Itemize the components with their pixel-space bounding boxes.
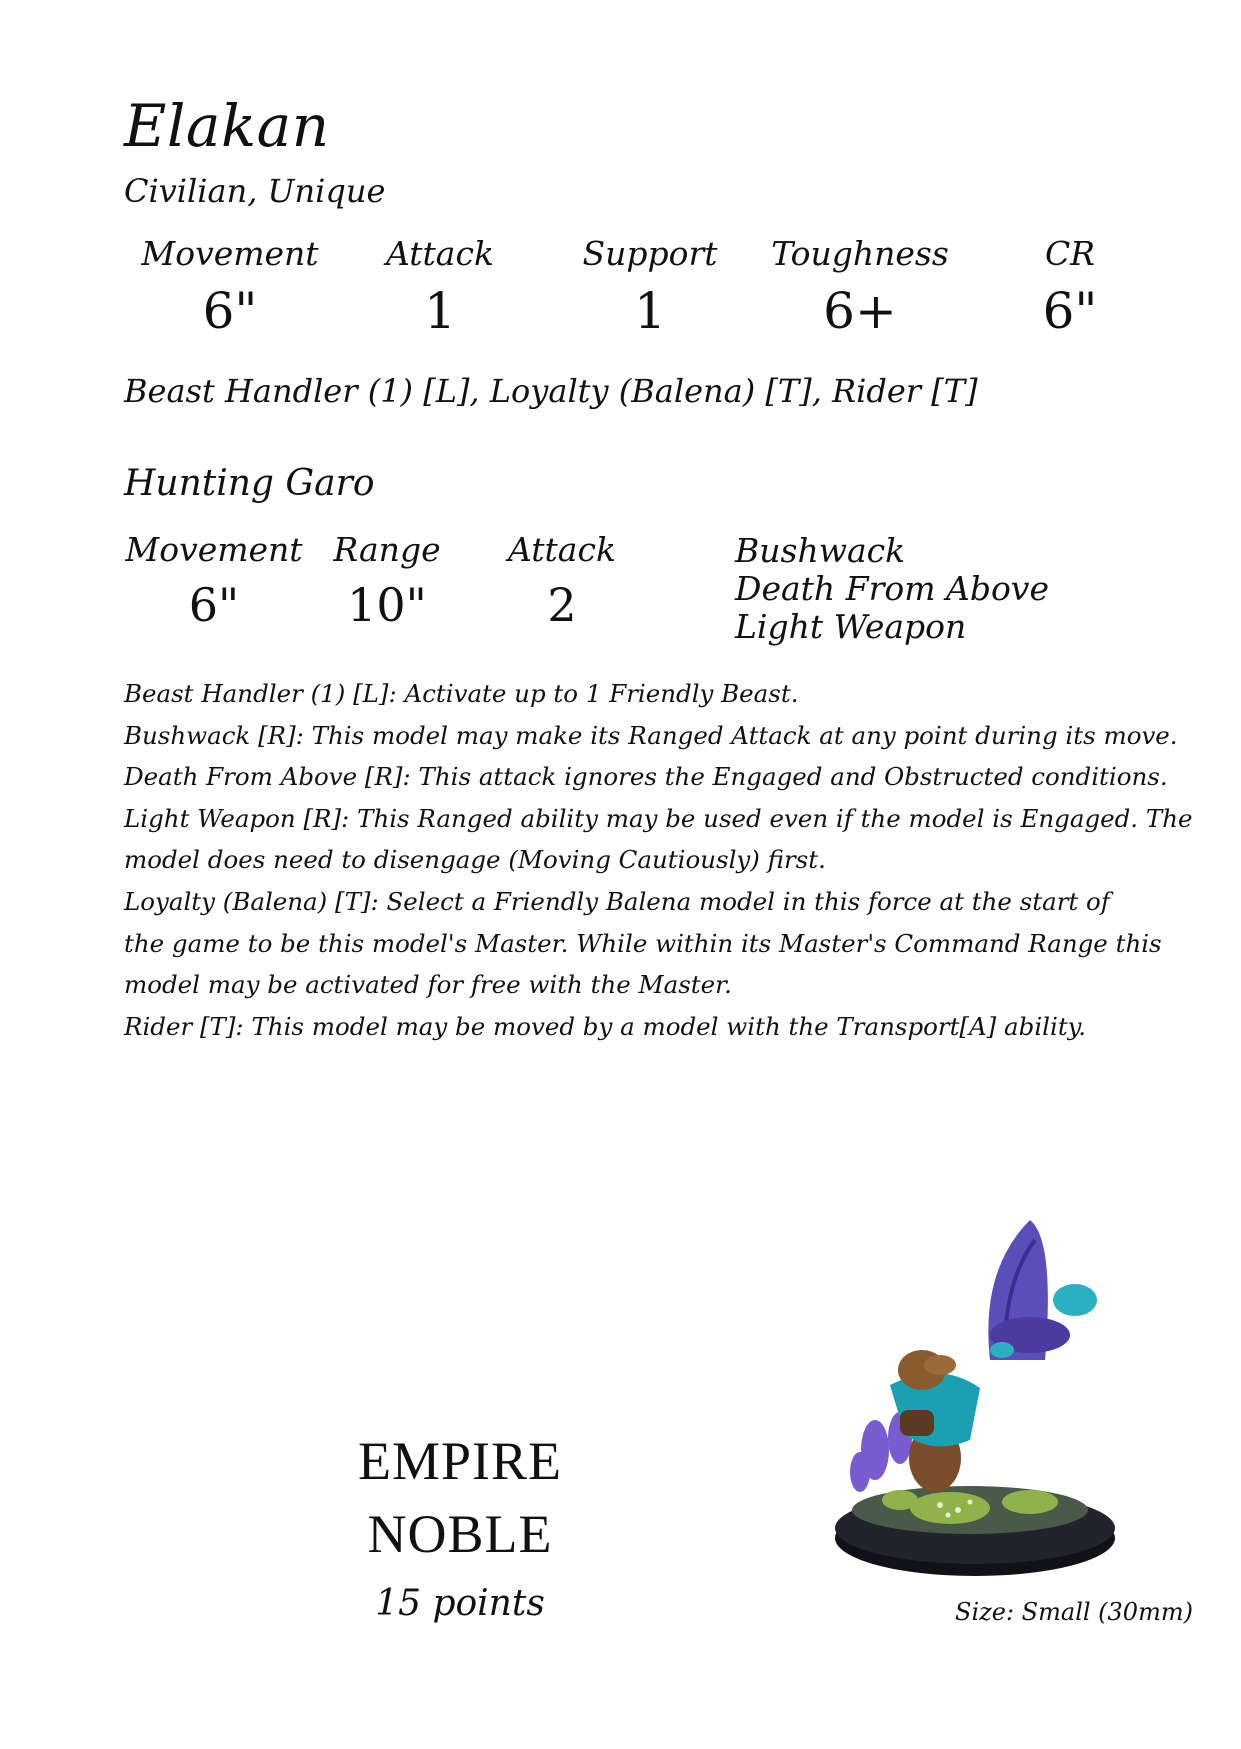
weapon-abilities	[735, 532, 1049, 646]
rule-line: model may be activated for free with the Master.	[124, 970, 732, 1000]
stat-value-cr: 6"	[1042, 282, 1098, 340]
stat-value-toughness: 6+	[823, 282, 897, 340]
rule-line: Rider [T]: This model may be moved by a model with the Transport[A] ability.	[124, 1011, 1087, 1041]
rule-line: model does need to disengage (Moving Cautiously) first.	[124, 845, 826, 875]
stat-label-attack: Attack	[386, 234, 494, 273]
weapon-label-movement: Movement	[125, 530, 303, 569]
stat-label-support: Support	[582, 234, 718, 273]
weapon-label-range: Range	[333, 530, 441, 569]
weapon-value-movement: 6"	[188, 578, 240, 632]
faction-line-2: NOBLE	[367, 1504, 553, 1564]
weapon-name: Hunting Garo	[124, 463, 375, 504]
rule-line: Death From Above [R]: This attack ignores the Engaged and Obstructed conditions.	[124, 762, 1168, 792]
unit-name: Elakan	[124, 92, 330, 160]
rule-line: Bushwack [R]: This model may make its Ranged Attack at any point during its move.	[124, 720, 1178, 750]
stat-label-movement: Movement	[141, 234, 319, 273]
rules-text	[124, 673, 1193, 1047]
weapon-value-range: 10"	[347, 578, 427, 632]
unit-subtitle: Civilian, Unique	[124, 172, 386, 210]
weapon-ability: Light Weapon	[735, 607, 967, 646]
rule-line: Beast Handler (1) [L]: Activate up to 1 Friendly Beast.	[124, 679, 799, 708]
size-caption: Size: Small (30mm)	[955, 1598, 1193, 1626]
weapon-ability: Death From Above	[735, 569, 1049, 608]
weapon-label-attack: Attack	[508, 530, 616, 569]
points-cost: 15 points	[375, 1583, 545, 1624]
stat-value-movement: 6"	[202, 282, 258, 340]
faction-line-1: EMPIRE	[357, 1431, 563, 1491]
keyword-list: Beast Handler (1) [L], Loyalty (Balena) [T], Rider [T]	[124, 372, 978, 410]
weapon-ability: Bushwack	[735, 531, 906, 570]
stat-value-attack: 1	[424, 282, 456, 340]
stat-label-toughness: Toughness	[771, 234, 949, 273]
rule-line: Light Weapon [R]: This Ranged ability may be used even if the model is Engaged. The	[124, 803, 1193, 833]
weapon-value-attack: 2	[547, 578, 577, 632]
rule-line: Loyalty (Balena) [T]: Select a Friendly Balena model in this force at the start of	[124, 886, 1110, 916]
stat-value-support: 1	[634, 282, 666, 340]
stat-label-cr: CR	[1044, 234, 1096, 273]
miniature-image	[830, 1210, 1130, 1590]
rule-line: the game to be this model's Master. While within its Master's Command Range this	[124, 928, 1162, 958]
